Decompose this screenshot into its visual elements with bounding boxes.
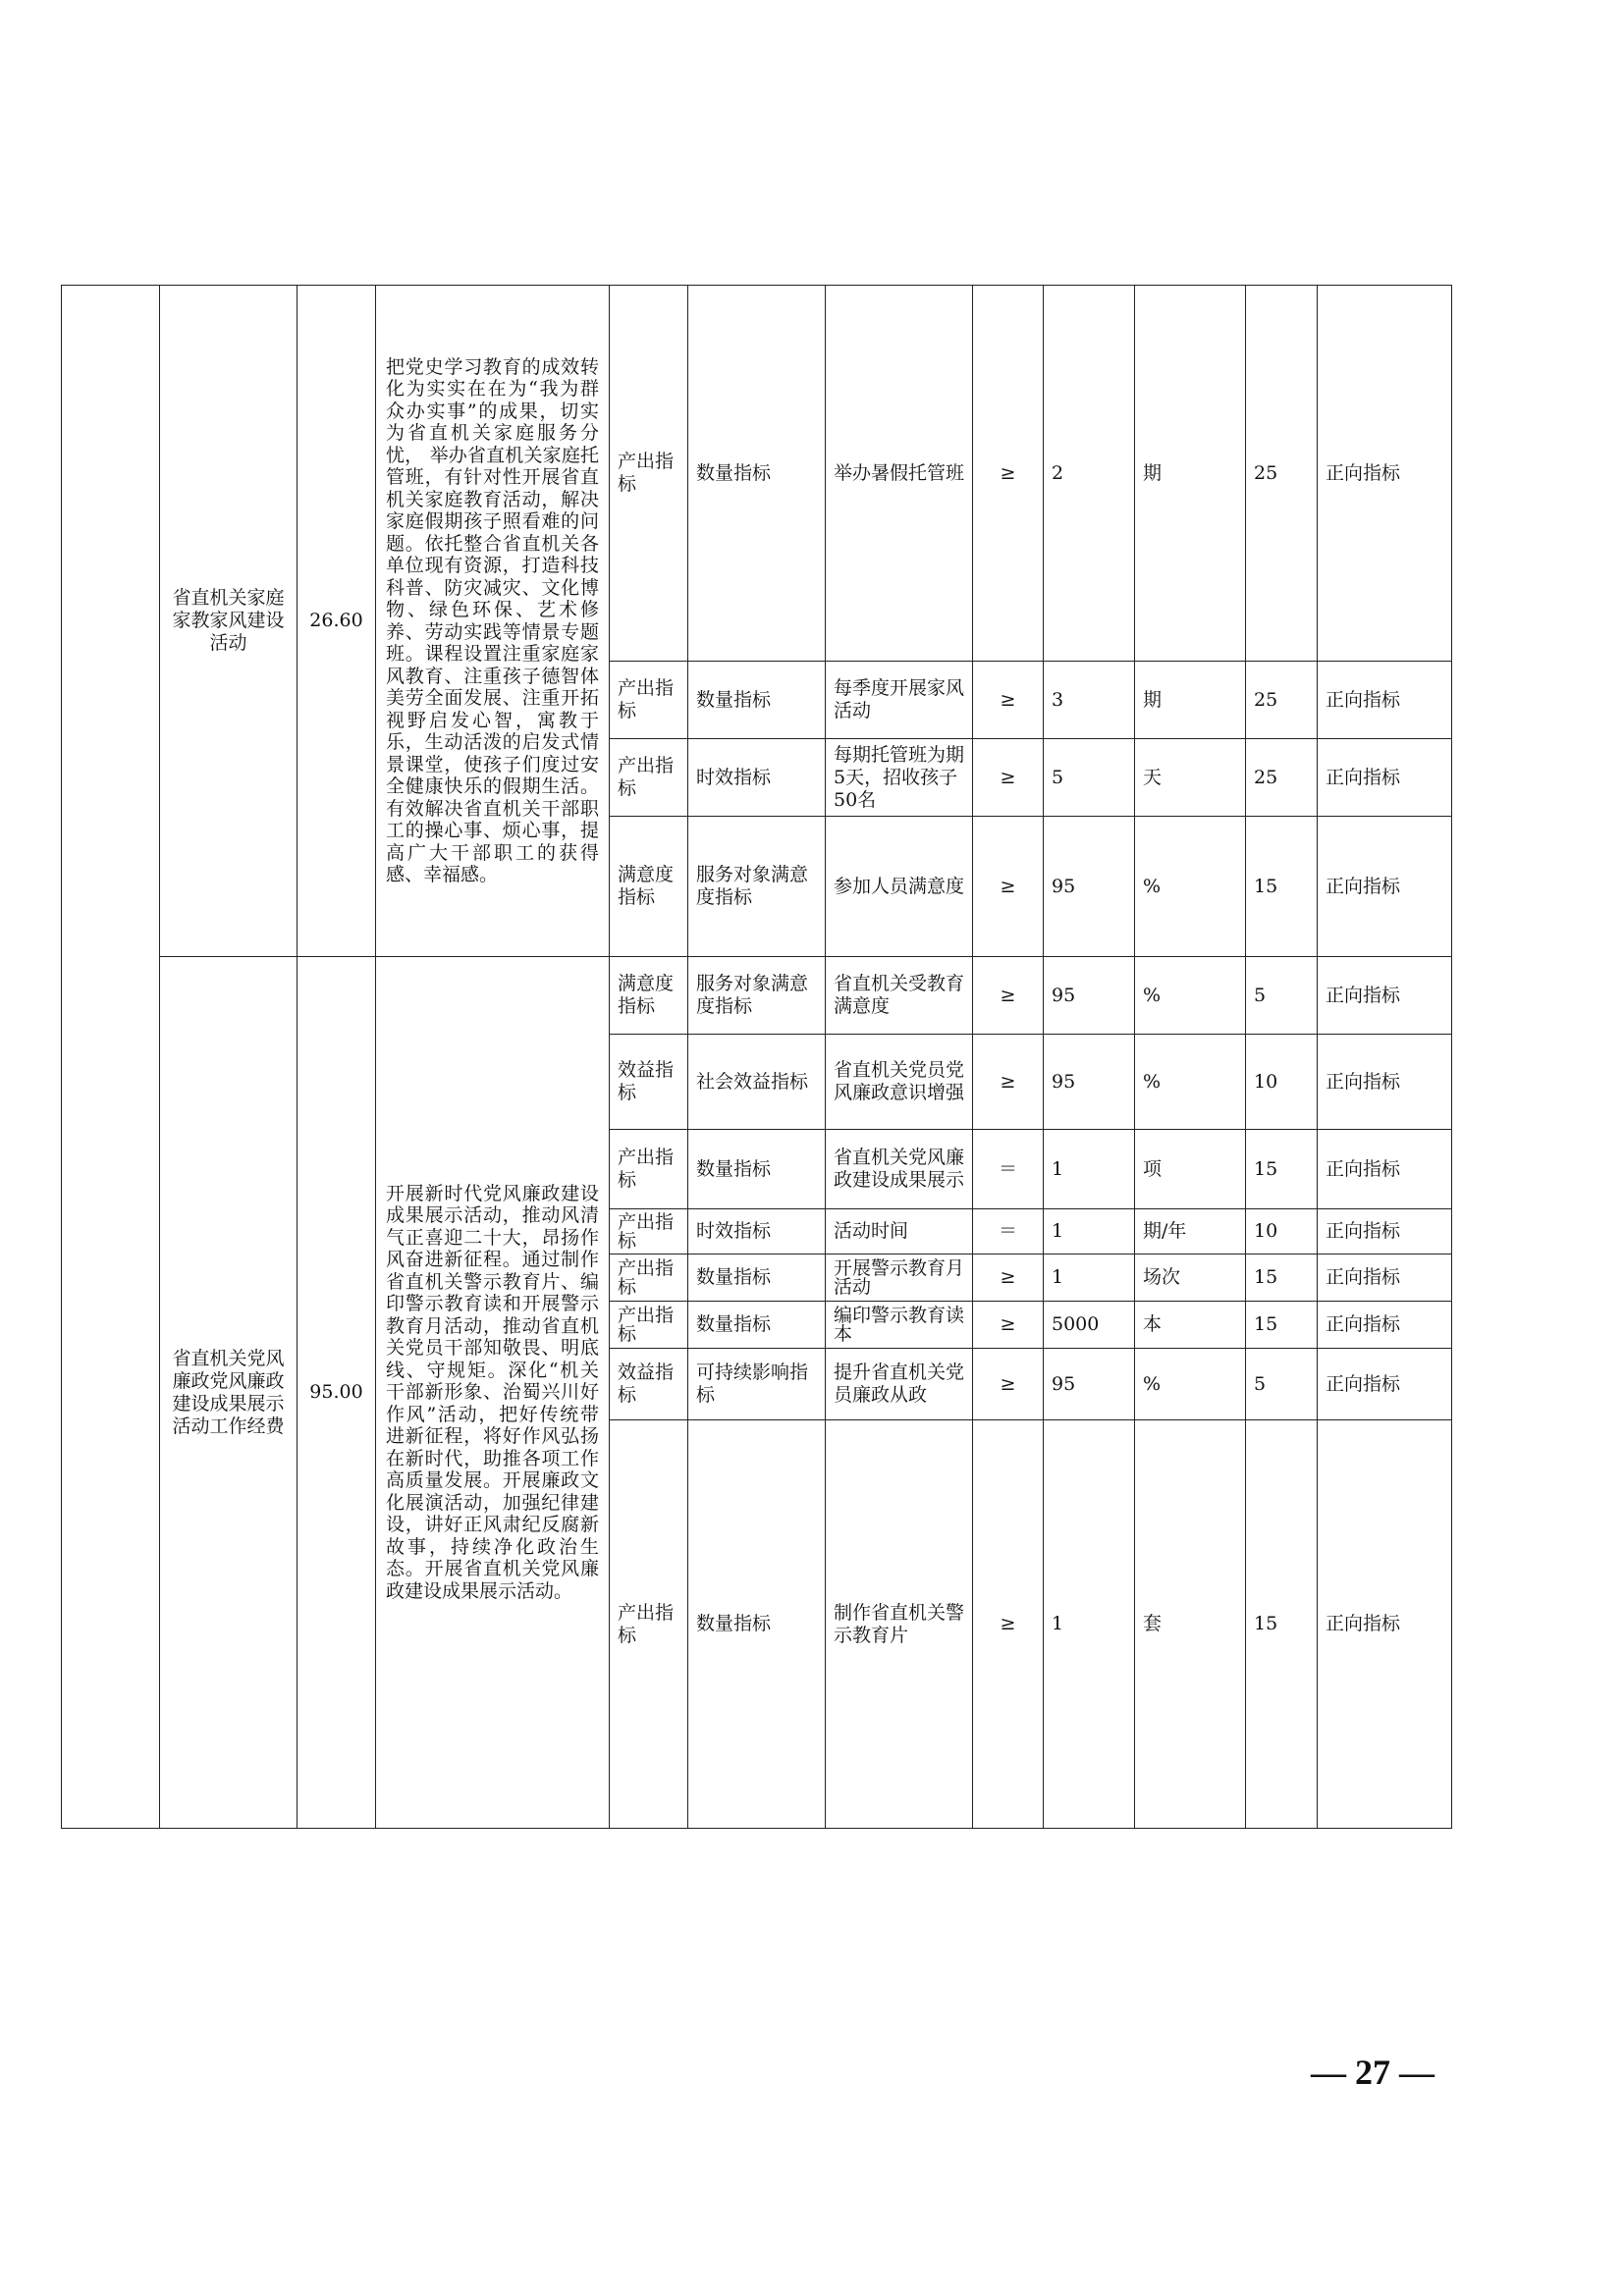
indicator-operator: ≥ (973, 817, 1044, 957)
indicator-unit: 期 (1135, 662, 1246, 739)
indicator-unit: 项 (1135, 1130, 1246, 1209)
indicator-level3: 编印警示教育读本 (826, 1302, 973, 1349)
indicator-value: 95 (1044, 1035, 1135, 1130)
indicator-unit: 天 (1135, 739, 1246, 817)
indicator-level3: 省直机关党员党风廉政意识增强 (826, 1035, 973, 1130)
indicator-direction: 正向指标 (1318, 1209, 1452, 1255)
indicator-value: 1 (1044, 1209, 1135, 1255)
indicator-level3: 举办暑假托管班 (826, 286, 973, 662)
indicator-level1: 产出指标 (610, 739, 688, 817)
indicator-value: 2 (1044, 286, 1135, 662)
indicator-direction: 正向指标 (1318, 286, 1452, 662)
indicator-unit: 期/年 (1135, 1209, 1246, 1255)
page-number: — 27 — (1311, 2053, 1435, 2092)
indicator-value: 95 (1044, 817, 1135, 957)
indicator-operator: ≥ (973, 1420, 1044, 1829)
indicator-weight: 25 (1246, 662, 1318, 739)
indicator-level2: 服务对象满意度指标 (688, 957, 826, 1035)
indicator-operator: ≥ (973, 739, 1044, 817)
indicator-level2: 数量指标 (688, 1420, 826, 1829)
indicator-value: 3 (1044, 662, 1135, 739)
indicator-level3: 参加人员满意度 (826, 817, 973, 957)
indicator-value: 95 (1044, 957, 1135, 1035)
indicator-unit: 场次 (1135, 1255, 1246, 1302)
indicator-direction: 正向指标 (1318, 817, 1452, 957)
indicator-level1: 产出指标 (610, 1255, 688, 1302)
indicator-operator: ＝ (973, 1130, 1044, 1209)
project-amount: 95.00 (298, 957, 376, 1829)
indicator-level3: 制作省直机关警示教育片 (826, 1420, 973, 1829)
indicator-level2: 数量指标 (688, 1130, 826, 1209)
indicator-operator: ≥ (973, 1349, 1044, 1420)
indicator-unit: 套 (1135, 1420, 1246, 1829)
blank-first-column (62, 286, 160, 1829)
indicator-unit: % (1135, 1035, 1246, 1130)
indicator-level3: 开展警示教育月活动 (826, 1255, 973, 1302)
indicator-level2: 数量指标 (688, 1302, 826, 1349)
indicator-level2: 时效指标 (688, 739, 826, 817)
indicator-weight: 15 (1246, 1255, 1318, 1302)
indicator-unit: % (1135, 957, 1246, 1035)
table-row (62, 286, 1452, 662)
indicator-level2: 可持续影响指标 (688, 1349, 826, 1420)
indicator-level3: 省直机关党风廉政建设成果展示 (826, 1130, 973, 1209)
indicator-weight: 10 (1246, 1209, 1318, 1255)
indicator-level3: 省直机关受教育满意度 (826, 957, 973, 1035)
project-name: 省直机关党风廉政党风廉政建设成果展示活动工作经费 (160, 957, 298, 1829)
indicator-value: 1 (1044, 1255, 1135, 1302)
indicator-value: 1 (1044, 1130, 1135, 1209)
indicator-weight: 15 (1246, 817, 1318, 957)
indicator-level2: 数量指标 (688, 662, 826, 739)
indicator-direction: 正向指标 (1318, 1035, 1452, 1130)
indicator-weight: 15 (1246, 1130, 1318, 1209)
indicator-unit: 期 (1135, 286, 1246, 662)
indicator-level1: 产出指标 (610, 1130, 688, 1209)
indicator-unit: % (1135, 1349, 1246, 1420)
indicator-direction: 正向指标 (1318, 957, 1452, 1035)
indicator-level1: 产出指标 (610, 662, 688, 739)
indicator-level1: 产出指标 (610, 1420, 688, 1829)
indicator-weight: 25 (1246, 739, 1318, 817)
indicator-value: 1 (1044, 1420, 1135, 1829)
indicator-level3: 每季度开展家风活动 (826, 662, 973, 739)
indicator-unit: % (1135, 817, 1246, 957)
indicator-weight: 15 (1246, 1420, 1318, 1829)
indicator-direction: 正向指标 (1318, 662, 1452, 739)
indicator-level1: 满意度指标 (610, 817, 688, 957)
indicator-unit: 本 (1135, 1302, 1246, 1349)
project-name: 省直机关家庭家教家风建设活动 (160, 286, 298, 957)
indicator-level3: 活动时间 (826, 1209, 973, 1255)
project-description: 把党史学习教育的成效转化为实实在在为“我为群众办实事”的成果，切实为省直机关家庭服务分忧， 举办省直机关家庭托管班，有针对性开展省直机关家庭教育活动，解决家庭假期孩子照看难的问题。依托整合省直机关各单位现有资源，打造科技科普、防灾减灾、文化博物、绿色环保、艺术修养、劳动实践等情景专题班。课程设置注重家庭家风教育、注重孩子德智体美劳全面发展、注重开拓视野启发心智，寓教于乐，生动活泼的启发式情景课堂，使孩子们度过安全健康快乐的假期生活。有效解决省直机关干部职工的操心事、烦心事，提高广大干部职工的获得感、幸福感。 (376, 286, 610, 957)
indicator-level2: 社会效益指标 (688, 1035, 826, 1130)
indicator-level1: 效益指标 (610, 1035, 688, 1130)
indicator-level1: 产出指标 (610, 1302, 688, 1349)
indicator-weight: 15 (1246, 1302, 1318, 1349)
indicator-weight: 10 (1246, 1035, 1318, 1130)
indicator-level1: 产出指标 (610, 286, 688, 662)
indicator-value: 5 (1044, 739, 1135, 817)
performance-indicator-table (61, 285, 1452, 1829)
indicator-direction: 正向指标 (1318, 1255, 1452, 1302)
indicator-operator: ≥ (973, 286, 1044, 662)
indicator-level2: 数量指标 (688, 1255, 826, 1302)
project-description: 开展新时代党风廉政建设成果展示活动，推动风清气正喜迎二十大，昂扬作风奋进新征程。通过制作省直机关警示教育片、编印警示教育读和开展警示教育月活动，推动省直机关党员干部知敬畏、明底线、守规矩。深化“机关干部新形象、治蜀兴川好作风”活动，把好传统带进新征程，将好作风弘扬在新时代，助推各项工作高质量发展。开展廉政文化展演活动，加强纪律建设，讲好正风肃纪反腐新故事，持续净化政治生态。开展省直机关党风廉政建设成果展示活动。 (376, 957, 610, 1829)
indicator-direction: 正向指标 (1318, 1420, 1452, 1829)
indicator-level1: 效益指标 (610, 1349, 688, 1420)
indicator-level1: 产出指标 (610, 1209, 688, 1255)
indicator-weight: 5 (1246, 957, 1318, 1035)
indicator-level3: 每期托管班为期5天，招收孩子50名 (826, 739, 973, 817)
indicator-operator: ≥ (973, 1255, 1044, 1302)
indicator-weight: 25 (1246, 286, 1318, 662)
indicator-level2: 服务对象满意度指标 (688, 817, 826, 957)
indicator-operator: ＝ (973, 1209, 1044, 1255)
indicator-direction: 正向指标 (1318, 1302, 1452, 1349)
indicator-level3: 提升省直机关党员廉政从政 (826, 1349, 973, 1420)
indicator-value: 95 (1044, 1349, 1135, 1420)
table-row (62, 957, 1452, 1035)
indicator-level1: 满意度指标 (610, 957, 688, 1035)
indicator-level2: 时效指标 (688, 1209, 826, 1255)
indicator-operator: ≥ (973, 1302, 1044, 1349)
indicator-direction: 正向指标 (1318, 1349, 1452, 1420)
indicator-operator: ≥ (973, 957, 1044, 1035)
project-amount: 26.60 (298, 286, 376, 957)
indicator-operator: ≥ (973, 1035, 1044, 1130)
indicator-value: 5000 (1044, 1302, 1135, 1349)
indicator-operator: ≥ (973, 662, 1044, 739)
indicator-level2: 数量指标 (688, 286, 826, 662)
indicator-direction: 正向指标 (1318, 739, 1452, 817)
indicator-weight: 5 (1246, 1349, 1318, 1420)
indicator-direction: 正向指标 (1318, 1130, 1452, 1209)
